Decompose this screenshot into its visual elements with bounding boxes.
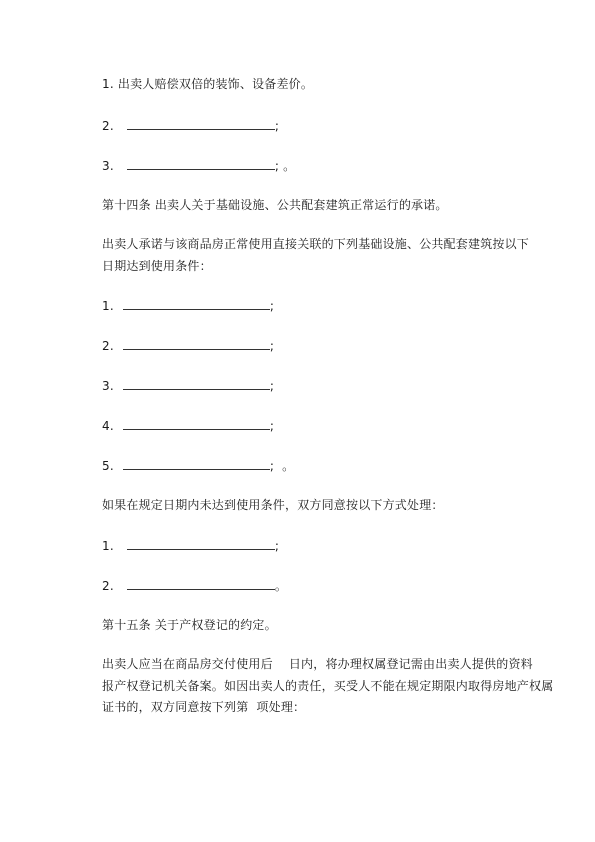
- article-15-heading: [102, 617, 277, 633]
- fill-in-blank[interactable]: [127, 577, 275, 590]
- paragraph-text: 报产权登记机关备案。如因出卖人的责任，买受人不能在规定期限内取得房地产权属: [102, 679, 554, 693]
- item-number: 5.: [102, 459, 114, 473]
- item-number: 1.: [102, 299, 114, 313]
- fill-in-blank[interactable]: [127, 157, 275, 170]
- clause-text: 1. 出卖人赔偿双倍的装饰、设备差价。: [102, 77, 314, 91]
- item-tail: ;: [269, 339, 275, 353]
- item-number: 3.: [102, 379, 114, 393]
- paragraph-text: 证书的，双方同意按下列第 项处理：: [102, 700, 306, 714]
- paragraph-line: [102, 656, 533, 672]
- item-tail: ; 。: [269, 459, 295, 473]
- fill-in-blank[interactable]: [123, 417, 270, 430]
- paragraph-line: [102, 678, 553, 694]
- fill-in-blank[interactable]: [123, 337, 270, 350]
- fill-in-blank[interactable]: [123, 457, 270, 470]
- fill-in-blank[interactable]: [123, 297, 270, 310]
- blank-item-2: [102, 577, 287, 594]
- item-number: 2.: [102, 119, 114, 133]
- paragraph-line: [102, 497, 444, 513]
- item-tail: 。: [274, 579, 288, 593]
- fill-in-blank[interactable]: [127, 117, 275, 130]
- item-number: 2.: [102, 339, 114, 353]
- paragraph-line: [102, 236, 529, 252]
- blank-item-1: [102, 297, 274, 314]
- paragraph-text: 出卖人应当在商品房交付使用后 日内，将办理权属登记需由出卖人提供的资料: [102, 657, 533, 671]
- blank-item-1: [102, 537, 279, 554]
- fill-in-blank[interactable]: [123, 377, 270, 390]
- item-tail: ; 。: [274, 159, 296, 173]
- paragraph-line: [102, 699, 305, 715]
- blank-item-3: [102, 157, 295, 174]
- item-tail: ;: [269, 299, 275, 313]
- paragraph-text: 日期达到使用条件：: [102, 259, 212, 273]
- article-heading-text: 第十五条 关于产权登记的约定。: [102, 618, 277, 632]
- blank-item-4: [102, 417, 274, 434]
- blank-item-2: [102, 337, 274, 354]
- article-14-heading: [102, 197, 448, 213]
- item-number: 1.: [102, 539, 114, 553]
- paragraph-text: 出卖人承诺与该商品房正常使用直接关联的下列基础设施、公共配套建筑按以下: [102, 237, 530, 251]
- blank-item-2: [102, 117, 279, 134]
- paragraph-text: 如果在规定日期内未达到使用条件，双方同意按以下方式处理：: [102, 498, 444, 512]
- blank-item-5: [102, 457, 294, 474]
- fill-in-blank[interactable]: [127, 537, 275, 550]
- item-number: 3.: [102, 159, 114, 173]
- item-number: 4.: [102, 419, 114, 433]
- paragraph-line: [102, 258, 212, 274]
- article-heading-text: 第十四条 出卖人关于基础设施、公共配套建筑正常运行的承诺。: [102, 198, 448, 212]
- item-tail: ;: [274, 539, 280, 553]
- item-tail: ;: [274, 119, 280, 133]
- clause-item-1: [102, 76, 313, 92]
- item-number: 2.: [102, 579, 114, 593]
- item-tail: ;: [269, 379, 275, 393]
- blank-item-3: [102, 377, 274, 394]
- item-tail: ;: [269, 419, 275, 433]
